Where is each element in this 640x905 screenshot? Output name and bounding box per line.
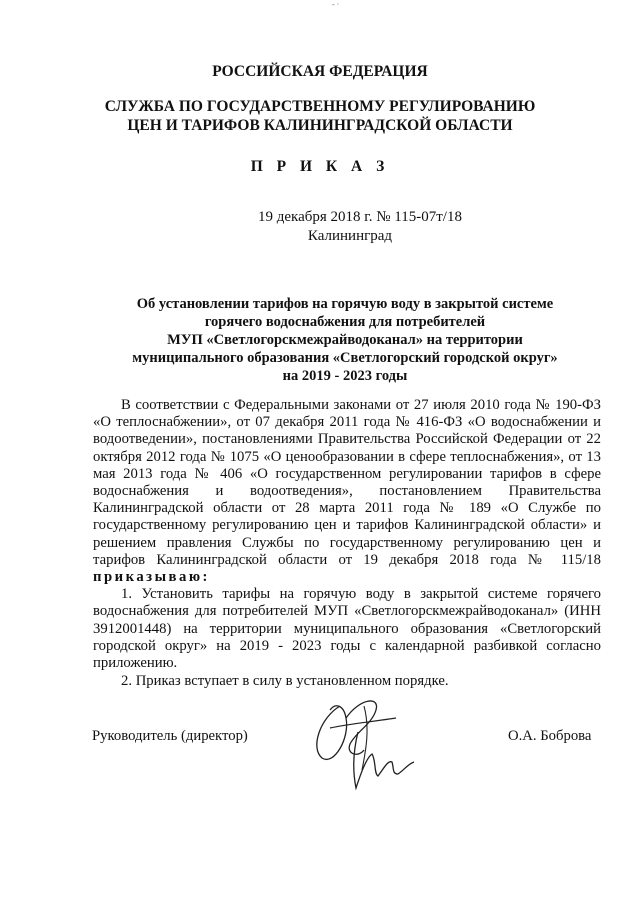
preamble-paragraph: [93, 397, 601, 586]
order-verb: приказываю:: [93, 569, 210, 586]
list-item-1: 1. Установить тарифы на горячую воду в закрытой системе горячего водоснабжения для потребителей МУП «Светлогорскмежрайводоканал» (ИНН 3912001448) на территории муниципального образования «Светлогорский городской округ» на 2019 - 2023 годы с календарной разбивкой согласно приложению.: [93, 586, 601, 672]
handwritten-signature: [300, 688, 420, 798]
signatory-position: Руководитель (директор): [92, 728, 248, 744]
agency-heading-line2: ЦЕН И ТАРИФОВ КАЛИНИНГРАДСКОЙ ОБЛАСТИ: [127, 117, 513, 134]
subject-line1: Об установлении тарифов на горячую воду в закрытой системе: [136, 296, 554, 312]
subject-line5: на 2019 - 2023 годы: [282, 368, 408, 384]
agency-heading-line1: СЛУЖБА ПО ГОСУДАРСТВЕННОМУ РЕГУЛИРОВАНИЮ: [104, 98, 536, 115]
subject-line4: муниципального образования «Светлогорский городской округ»: [132, 350, 558, 366]
country-heading: РОССИЙСКАЯ ФЕДЕРАЦИЯ: [212, 63, 428, 80]
subject-line2: горячего водоснабжения для потребителей: [204, 314, 486, 330]
scan-mark: - ·: [332, 0, 340, 9]
list-item-2: 2. Приказ вступает в силу в установленном порядке.: [121, 673, 449, 690]
subject-line3: МУП «Светлогорскмежрайводоканал» на территории: [167, 332, 523, 348]
city: Калининград: [307, 228, 393, 244]
preamble-text: В соответствии с Федеральными законами от 27 июля 2010 года № 190-ФЗ «О теплоснабжении», от 07 декабря 2011 года № 416-ФЗ «О водоснабжении и водоотведении», постановлениями Правительства Российской Федерации от 22 октября 2012 года № 1075 «О ценообразовании в сфере теплоснабжения», от 13 мая 2013 года № 406 «О государственном регулировании тарифов в сфере водоснабжения и водоотведения», постановлением Правительства Калининградской области от 28 марта 2011 года № 189 «О Службе по государственному регулированию цен и тарифов Калининградской области» и решением правления Службы по государственному регулированию цен и тарифов Калининградской области от 19 декабря 2018 года № 115/18: [93, 397, 601, 568]
date-number: 19 декабря 2018 г. № 115-07т/18: [258, 209, 462, 225]
signatory-name: О.А. Боброва: [508, 728, 592, 744]
document-body: [93, 397, 601, 690]
document-type: П Р И К А З: [250, 158, 390, 175]
